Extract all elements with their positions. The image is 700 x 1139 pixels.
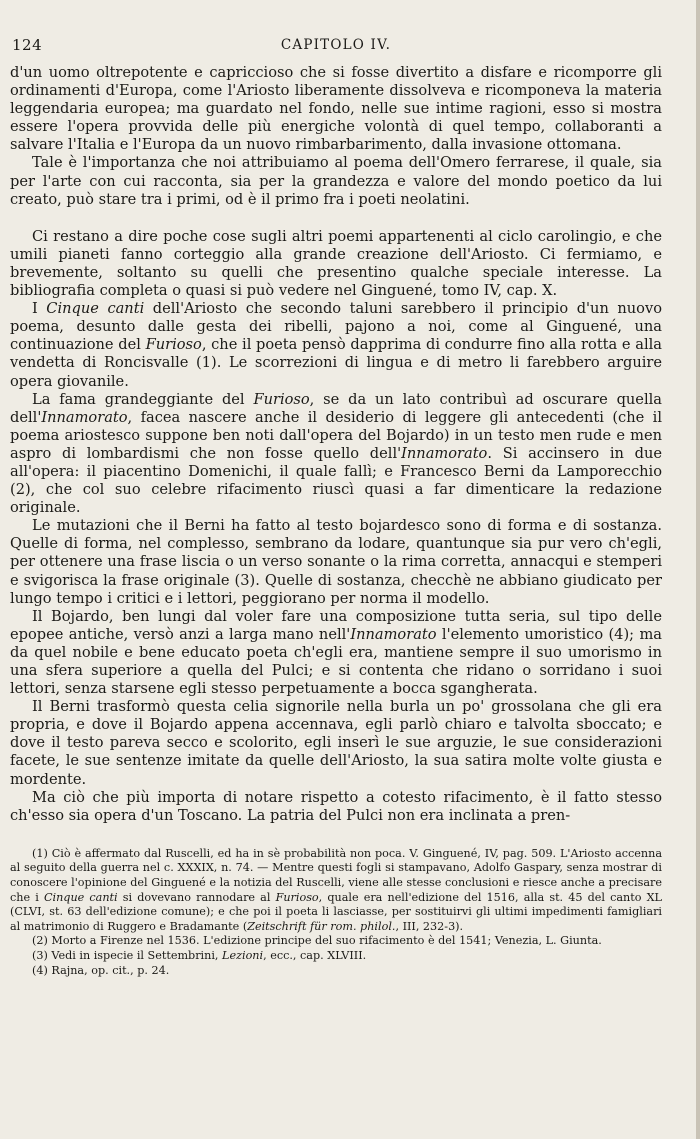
page-edge [696,0,700,1139]
page-header [10,36,662,58]
italic-title: Furioso [145,336,202,354]
italic-title: Innamorato [41,408,128,426]
footnotes [10,847,662,978]
italic-title: Innamorato [350,625,437,643]
italic-title: Cinque canti [46,300,145,318]
paragraph: Ma ciò che più importa di notare rispetto a cotesto rifacimento, è il fatto stesso ch'esso sia opera d'un Toscano. La patria del Pulci non era inclinata a pren- [10,788,662,824]
footnote: (3) Vedi in ispecie il Settembrini, Lezioni, ecc., cap. XLVIII. [32,949,367,962]
page-number: 124 [12,36,43,54]
italic-title: Furioso [275,890,319,904]
body-text [10,64,662,825]
running-head: CAPITOLO IV. [280,37,392,53]
paragraph: I Cinque canti dell'Ariosto che secondo taluni sarebbero il principio d'un nuovo poema, desunto dalle gesta dei ribelli, pajono a noi, come al Ginguené, una continuazione del Furioso, che il poeta pensò dapprima di condurre fino alla rotta e alla vendetta di Roncisvalle (1). Le scorrezioni di lingua e di metro li farebbero arguire opera giovanile. [10,300,662,390]
paragraph: d'un uomo oltrepotente e capriccioso che si fosse divertito a disfare e ricomporre gli ordinamenti d'Europa, come l'Ariosto liberamente dissolveva e ricomponeva la materia leggendaria europea; ma guardato nel fondo, nelle sue intime ragioni, esso si mostra essere l'opera provvida delle più energiche volontà di quel tempo, collaboranti a salvare l'Italia e l'Europa da un nuovo rimbarbarimento, dalla invasione ottomana. [10,64,662,154]
italic-title: Furioso [253,390,310,408]
paragraph: Il Berni trasformò questa celia signorile nella burla un po' grossolana che gli era propria, e dove il Bojardo appena accennava, egli parlò chiaro e talvolta sboccato; e dove il testo pareva secco e scolorito, egli inserì le sue arguzie, le sue considerazioni facete, le sue sentenze imitate da quelle dell'Ariosto, la sua satira molte volte giusta e mordente. [10,698,662,788]
paragraph: Tale è l'importanza che noi attribuiamo al poema dell'Omero ferrarese, il quale, sia per l'arte con cui racconta, sia per la grandezza e valore del mondo poetico da lui creato, può stare tra i primi, od è il primo fra i poeti neolatini. [10,154,662,208]
paragraph: La fama grandeggiante del Furioso, se da un lato contribuì ad oscurare quella dell'Innamorato, facea nascere anche il desiderio di leggere gli antecedenti (che il poema ariostesco suppone ben noti dall'opera del Bojardo) in un testo men rude e men aspro di lombardismi che non fosse quello dell'Innamorato. Si accinsero in due all'opera: il piacentino Domenichi, il quale fallì; e Francesco Berni da Lamporecchio (2), che col suo celebre rifacimento riuscì quasi a far dimenticare la redazione originale. [10,390,662,517]
italic-title: Cinque canti [43,890,118,904]
italic-title: Innamorato [401,444,488,462]
paragraph: Le mutazioni che il Berni ha fatto al testo bojardesco sono di forma e di sostanza. Quelle di forma, nel complesso, sembrano da lodare, quantunque sia pur vero ch'egli, per ottenere una frase liscia o un verso sonante o la rima corretta, annacqui e stemperi e svigorisca la frase originale (3). Quelle di sostanza, checchè ne abbiano giudicato per lungo tempo i critici e i lettori, peggiorano per norma il modello. [10,517,662,607]
italic-title: Zeitschrift für rom. philol. [247,919,396,933]
paragraph: Ci restano a dire poche cose sugli altri poemi appartenenti al ciclo carolingio, e che umili pianeti fanno corteggio alla grande creazione dell'Ariosto. Ci fermiamo, e brevemente, soltanto su quelli che presentino qualche speciale interesse. La bibliografia completa o quasi si può vedere nel Ginguené, tomo IV, cap. X. [10,227,662,300]
footnote: (2) Morto a Firenze nel 1536. L'edizione principe del suo rifacimento è del 1541; Venezia, L. Giunta. [32,934,602,948]
footnote: (1) Ciò è affermato dal Ruscelli, ed ha in sè probabilità non poca. V. Ginguené, IV, pag. 509. L'Ariosto accenna al seguito della guerra nel c. XXXIX, n. 74. — Mentre questi fogli si stampavano, Adolfo Gaspary, senza mostrar di conoscere l'opinione del Ginguené e la notizia del Ruscelli, viene alle stesse conclusioni e riesce anche a precisare che i Cinque canti si dovevano rannodare al Furioso, quale era nell'edizione del 1516, alla st. 45 del canto XL (CLVI, st. 63 dell'edizione comune); e che poi il poeta li lasciasse, per sostituirvi gli ultimi impedimenti famigliari al matrimonio di Ruggero e Bradamante (Zeitschrift für rom. philol., III, 232-3). [10,846,662,933]
italic-title: Lezioni [222,949,264,962]
paragraph: Il Bojardo, ben lungi dal voler fare una composizione tutta seria, sul tipo delle epopee antiche, versò anzi a larga mano nell'Innamorato l'elemento umoristico (4); ma da quel nobile e bene educato poeta ch'egli era, mantiene sempre il suo umorismo in una sfera superiore a quella del Pulci; e si contenta che ridano o sorridano i suoi lettori, senza starsene egli stesso perpetuamente a bocca sgangherata. [10,607,662,698]
footnote: (4) Rajna, op. cit., p. 24. [32,963,170,977]
